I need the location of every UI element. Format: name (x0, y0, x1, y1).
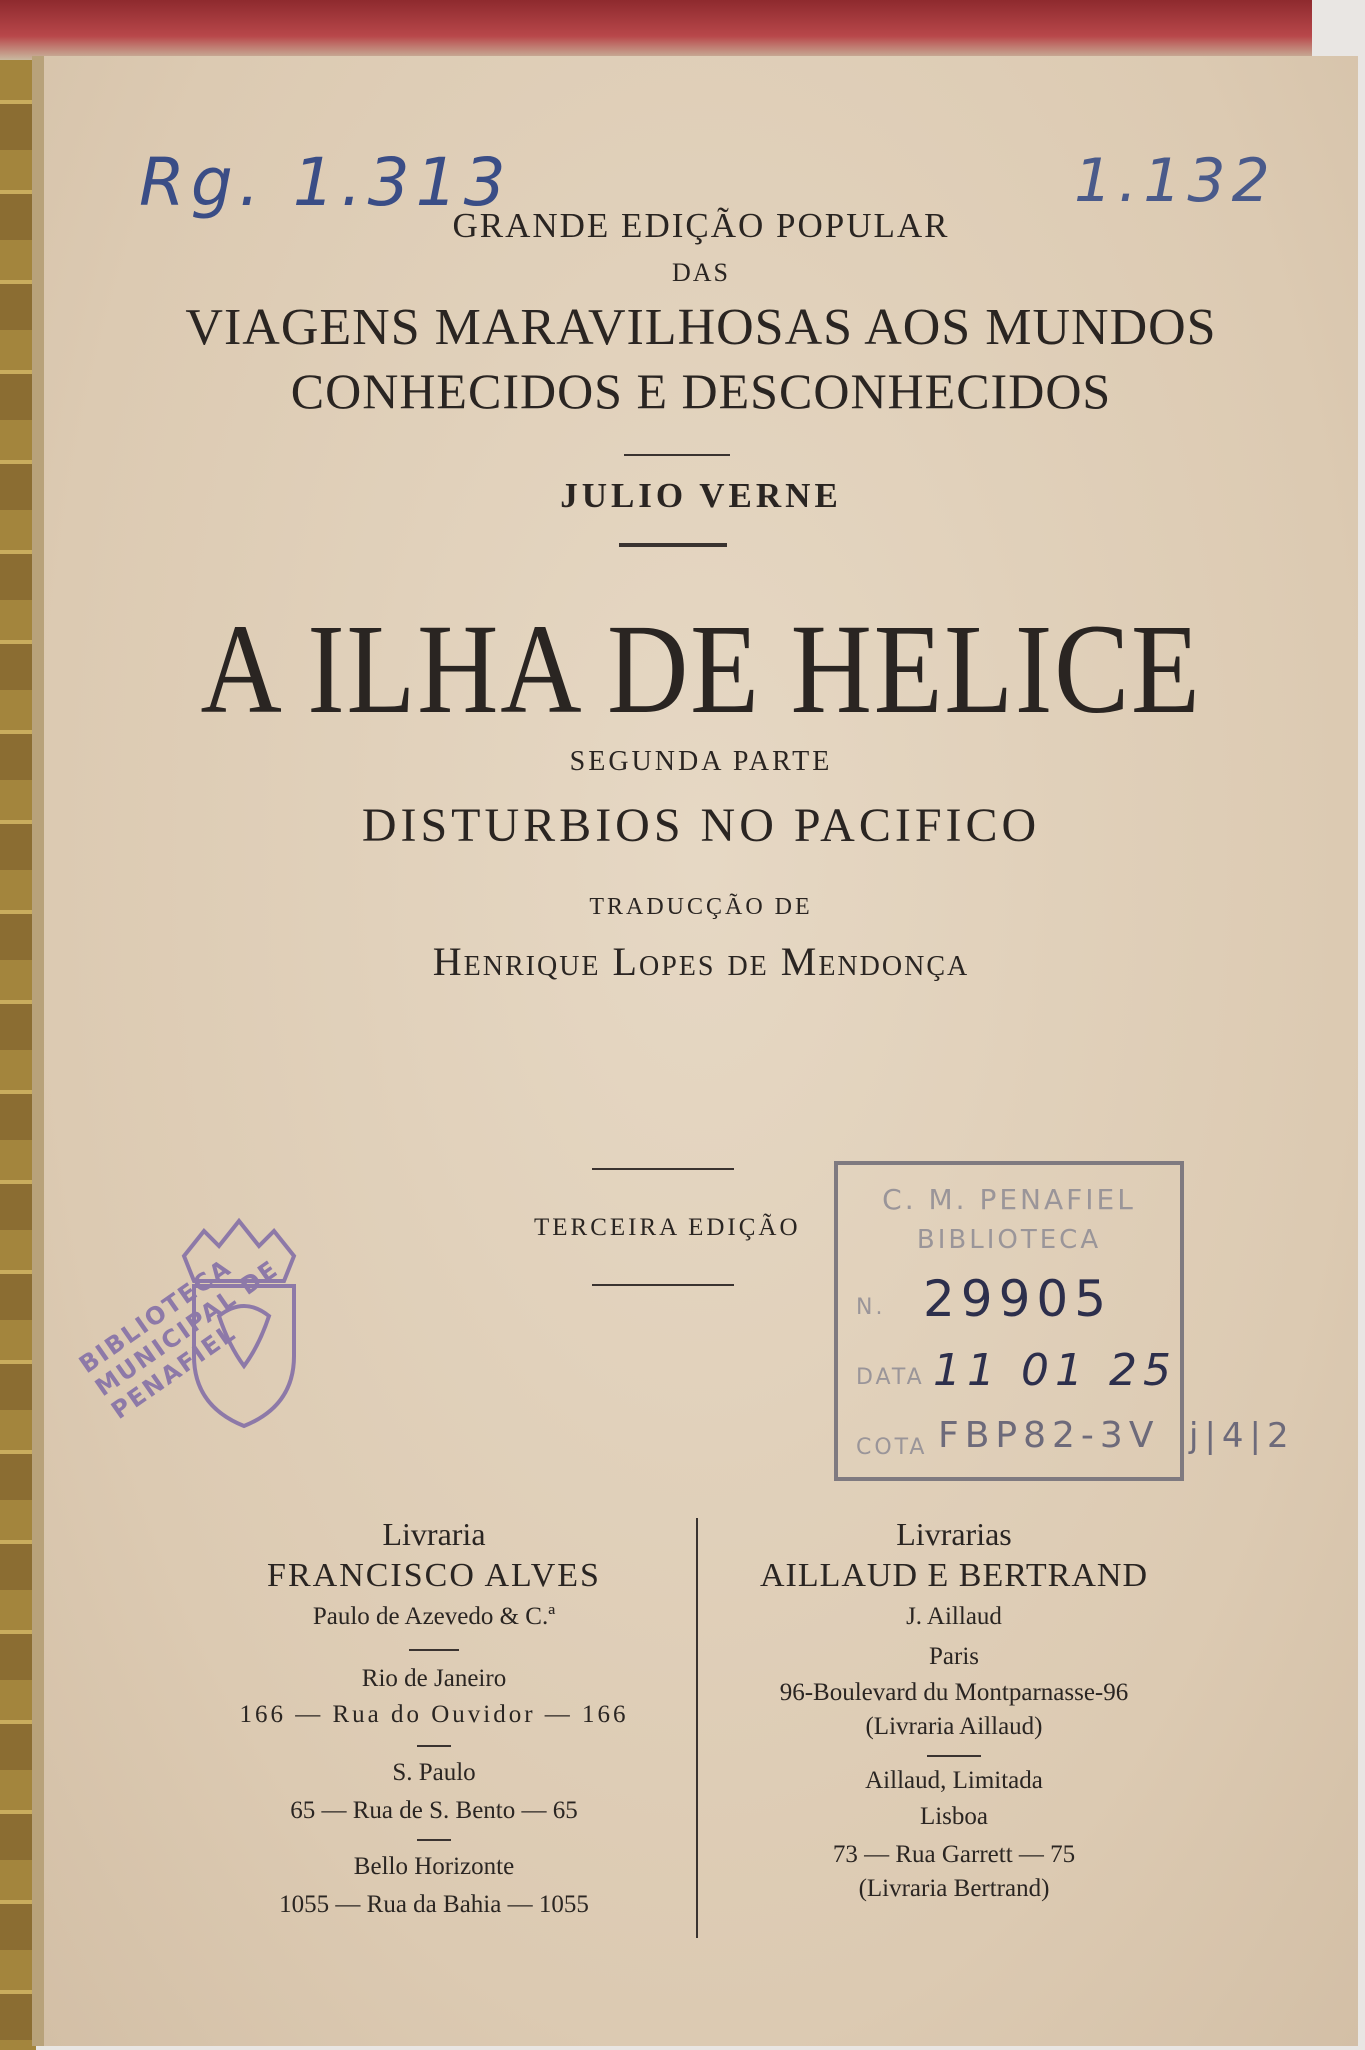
series-line-1: GRANDE EDIÇÃO POPULAR (452, 206, 950, 245)
library-registration-stamp (834, 1161, 1184, 1481)
publisher-left-city2: S. Paulo (392, 1759, 476, 1786)
stamp-date-label: DATA (856, 1365, 925, 1390)
series-line-2: DAS (671, 258, 730, 287)
divider (592, 1168, 734, 1170)
publisher-left-line1: Livraria (382, 1516, 486, 1552)
divider (927, 1755, 981, 1757)
divider (592, 1284, 734, 1286)
handwritten-register-number: Rg. 1.313 (139, 144, 512, 221)
book-title: A ILHA DE HELICE (200, 598, 1202, 740)
publisher-right-city2: Lisboa (919, 1803, 989, 1830)
stamp-number-label: N. (856, 1295, 886, 1320)
seal-text: BIBLIOTECA MUNICIPAL DE PENAFIEL (74, 1253, 284, 1425)
publisher-left-address3: 1055 — Rua da Bahia — 1055 (279, 1891, 589, 1918)
publisher-right-shop2: (Livraria Bertrand) (858, 1875, 1050, 1902)
publisher-left (194, 1516, 674, 1919)
publisher-right (714, 1516, 1194, 1903)
publisher-right-shop1: (Livraria Aillaud) (865, 1713, 1043, 1740)
divider (417, 1745, 451, 1747)
publisher-right-name: AILLAUD E BERTRAND (759, 1557, 1149, 1594)
edition-label: TERCEIRA EDIÇÃO (534, 1214, 801, 1241)
stamp-handwritten-number: 29905 (923, 1270, 1113, 1328)
translation-label: TRADUCÇÃO DE (589, 894, 813, 920)
stamp-library-name: C. M. PENAFIEL (882, 1183, 1136, 1216)
title-page (32, 56, 1358, 2046)
divider (619, 543, 727, 547)
column-divider (696, 1518, 698, 1938)
handwritten-catalog-number: 1.132 (1074, 146, 1276, 216)
series-line-4: CONHECIDOS E DESCONHECIDOS (290, 363, 1112, 419)
series-line-3: VIAGENS MARAVILHOSAS AOS MUNDOS (185, 299, 1217, 356)
stamp-cota-label: COTA (856, 1435, 928, 1460)
publisher-left-address2: 65 — Rua de S. Bento — 65 (290, 1797, 578, 1824)
publisher-right-line1: Livrarias (896, 1516, 1012, 1552)
divider (409, 1649, 459, 1651)
publisher-left-city3: Bello Horizonte (353, 1853, 515, 1880)
publisher-left-address1: 166 — Rua do Ouvidor — 166 (239, 1701, 629, 1728)
book-spine (0, 60, 36, 2050)
stamp-handwritten-cota: FBP82-3V (938, 1415, 1160, 1456)
part-label: SEGUNDA PARTE (569, 746, 833, 777)
publisher-right-address2: 73 — Rua Garrett — 75 (832, 1841, 1076, 1868)
publisher-left-partner: Paulo de Azevedo & C.ª (312, 1603, 556, 1630)
stamp-handwritten-date: 11 01 25 (933, 1345, 1177, 1396)
publisher-right-company2: Aillaud, Limitada (865, 1767, 1043, 1794)
author-name: JULIO VERNE (560, 476, 842, 515)
publisher-right-city1: Paris (929, 1643, 979, 1670)
divider (624, 454, 730, 456)
stamp-library-label: BIBLIOTECA (916, 1225, 1102, 1255)
publisher-left-name: FRANCISCO ALVES (267, 1557, 601, 1594)
handwritten-cota-extra: j|4|2 (1189, 1416, 1295, 1456)
book-cover-edge (0, 0, 1312, 60)
book-subtitle: DISTURBIOS NO PACIFICO (361, 799, 1041, 852)
publisher-right-address1: 96-Boulevard du Montparnasse-96 (779, 1679, 1129, 1706)
divider (417, 1839, 451, 1841)
publisher-right-partner: J. Aillaud (906, 1603, 1002, 1630)
publisher-left-city1: Rio de Janeiro (361, 1665, 507, 1692)
translator-name: Henrique Lopes de Mendonça (432, 939, 970, 984)
